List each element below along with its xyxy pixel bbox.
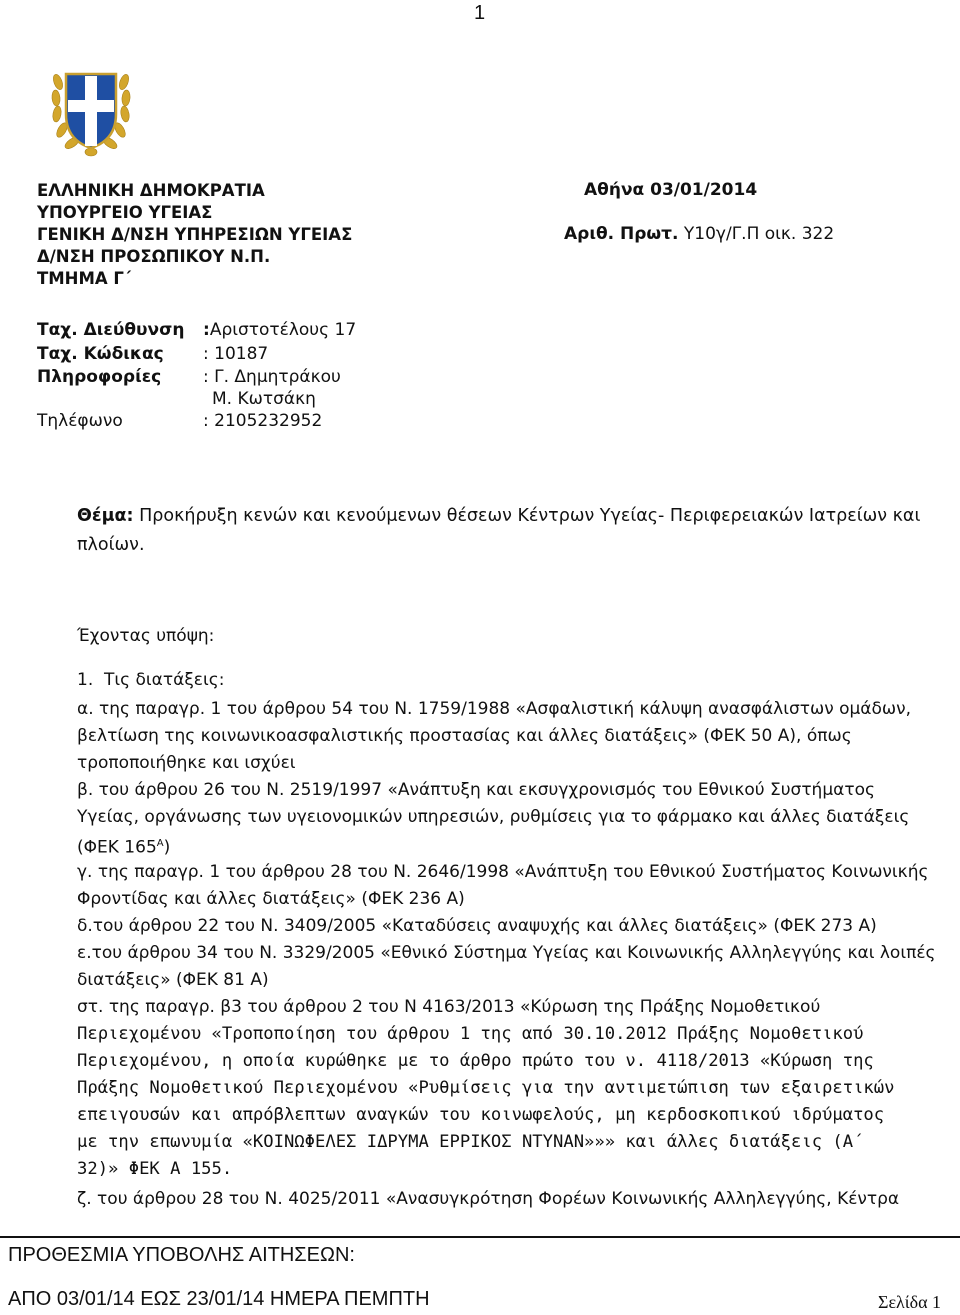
issuing-authority-block — [37, 180, 352, 290]
fek-reference: (ΦΕΚ $165^A$) — [77, 837, 171, 858]
clause-line: 32)» ΦΕΚ Α 155. — [77, 1159, 233, 1179]
clause-line: ε.του άρθρου 34 του Ν. 3329/2005 «Εθνικό Σύστημα Υγείας και Κοινωνικής Αλληλεγγύης και λοιπές — [77, 943, 936, 963]
header-line: Δ/ΝΣΗ ΠΡΟΣΩΠΙΚΟΥ Ν.Π. — [37, 247, 271, 266]
header-line: ΤΜΗΜΑ Γ΄ — [37, 269, 132, 288]
clause-line: Πράξης Νομοθετικού Περιεχομένου «Ρυθμίσεις για την αντιμετώπιση των εξαιρετικών — [77, 1078, 895, 1098]
intro-text: Έχοντας υπόψη: — [77, 626, 215, 646]
clause-line: στ. της παραγρ. β3 του άρθρου 2 του Ν 4163/2013 «Κύρωση της Πράξης Νομοθετικού — [77, 997, 821, 1017]
subject-text: Προκήρυξη κενών και κενούμενων θέσεων Κέντρων Υγείας- Περιφερειακών Ιατρείων και — [139, 506, 921, 526]
clause-line: επειγουσών και απρόβλεπτων αναγκών του κοινωφελούς, μη κερδοσκοπικού ιδρύματος — [77, 1105, 885, 1125]
postcode-value: : 10187 — [203, 344, 269, 364]
postcode-label: Ταχ. Κώδικας — [37, 344, 164, 364]
clause-line: διατάξεις» (ΦΕΚ 81 Α) — [77, 970, 269, 990]
header-line: ΥΠΟΥΡΓΕΙΟ ΥΓΕΙΑΣ — [37, 203, 213, 222]
clause-line: γ. της παραγρ. 1 του άρθρου 28 του Ν. 2646/1998 «Ανάπτυξη του Εθνικού Συστήματος Κοινωνικής — [77, 862, 929, 882]
item-title: Τις διατάξεις: — [104, 670, 225, 690]
subject-line — [77, 506, 920, 526]
address-value: :Αριστοτέλους 17 — [203, 320, 357, 340]
clause-line: Περιεχομένου «Τροποποίηση του άρθρου 1 της από 30.10.2012 Πράξης Νομοθετικού — [77, 1024, 864, 1044]
info-value: : Γ. Δημητράκου — [203, 367, 341, 387]
clause-line: ζ. του άρθρου 28 του Ν. 4025/2011 «Ανασυγκρότηση Φορέων Κοινωνικής Αλληλεγγύης, Κέντρα — [77, 1189, 900, 1209]
clause-line: με την επωνυμία «ΚΟΙΝΩΦΕΛΕΣ ΙΔΡΥΜΑ ΕΡΡΙΚΟΣ ΝΤΥΝΑΝ»»» και άλλες διατάξεις (Α΄ — [77, 1132, 864, 1152]
greek-coat-of-arms-emblem — [50, 52, 132, 162]
clause-line: α. της παραγρ. 1 του άρθρου 54 του Ν. 1759/1988 «Ασφαλιστική κάλυψη ανασφάλιστων ομάδων, — [77, 699, 912, 719]
header-line: ΕΛΛΗΝΙΚΗ ΔΗΜΟΚΡΑΤΙΑ — [37, 181, 265, 200]
clause-line: β. του άρθρου 26 του Ν. 2519/1997 «Ανάπτυξη και εκσυγχρονισμός του Εθνικού Συστήματος — [77, 780, 875, 800]
protocol-value: Υ10γ/Γ.Π οικ. 322 — [683, 224, 835, 244]
subject-text-continued: πλοίων. — [77, 535, 145, 555]
clause-line: βελτίωση της κοινωνικοασφαλιστικής προστασίας και άλλες διατάξεις» (ΦΕΚ 50 Α), όπως — [77, 726, 852, 746]
clause-line: τροποποιήθηκε και ισχύει — [77, 753, 296, 773]
clause-line: Φροντίδας και άλλες διατάξεις» (ΦΕΚ 236 Α) — [77, 889, 465, 909]
info-value-second: Μ. Κωτσάκη — [212, 389, 316, 409]
protocol-label: Αριθ. Πρωτ. — [564, 224, 679, 244]
clause-line: δ.του άρθρου 22 του Ν. 3409/2005 «Καταδύσεις αναψυχής και άλλες διατάξεις» (ΦΕΚ 273 Α) — [77, 916, 877, 936]
info-label: Πληροφορίες — [37, 367, 162, 387]
document-date: Αθήνα 03/01/2014 — [584, 180, 758, 200]
protocol-number — [564, 224, 834, 244]
phone-label: Τηλέφωνο — [37, 411, 123, 431]
clause-line: Περιεχομένου, η οποία κυρώθηκε με το άρθρο πρώτο του ν. 4118/2013 «Κύρωση της — [77, 1051, 874, 1071]
phone-value: : 2105232952 — [203, 411, 323, 431]
subject-label: Θέμα: — [77, 506, 134, 526]
deadline-range: ΑΠΟ 03/01/14 ΕΩΣ 23/01/14 ΗΜΕΡΑ ΠΕΜΠΤΗ — [8, 1288, 430, 1310]
page-number: 1 — [474, 2, 486, 24]
footer-divider — [0, 1236, 960, 1238]
clause-line: Υγείας, οργάνωσης των υγειονομικών υπηρεσιών, ρυθμίσεις για το φάρμακο και άλλες διατάξεις — [77, 807, 910, 827]
deadline-title: ΠΡΟΘΕΣΜΙΑ ΥΠΟΒΟΛΗΣ ΑΙΤΗΣΕΩΝ: — [8, 1244, 355, 1266]
page-footer-label: Σελίδα 1 — [878, 1292, 942, 1312]
header-line: ΓΕΝΙΚΗ Δ/ΝΣΗ ΥΠΗΡΕΣΙΩΝ ΥΓΕΙΑΣ — [37, 225, 353, 244]
address-label: Ταχ. Διεύθυνση — [37, 320, 185, 340]
item-number: 1. — [77, 670, 94, 690]
